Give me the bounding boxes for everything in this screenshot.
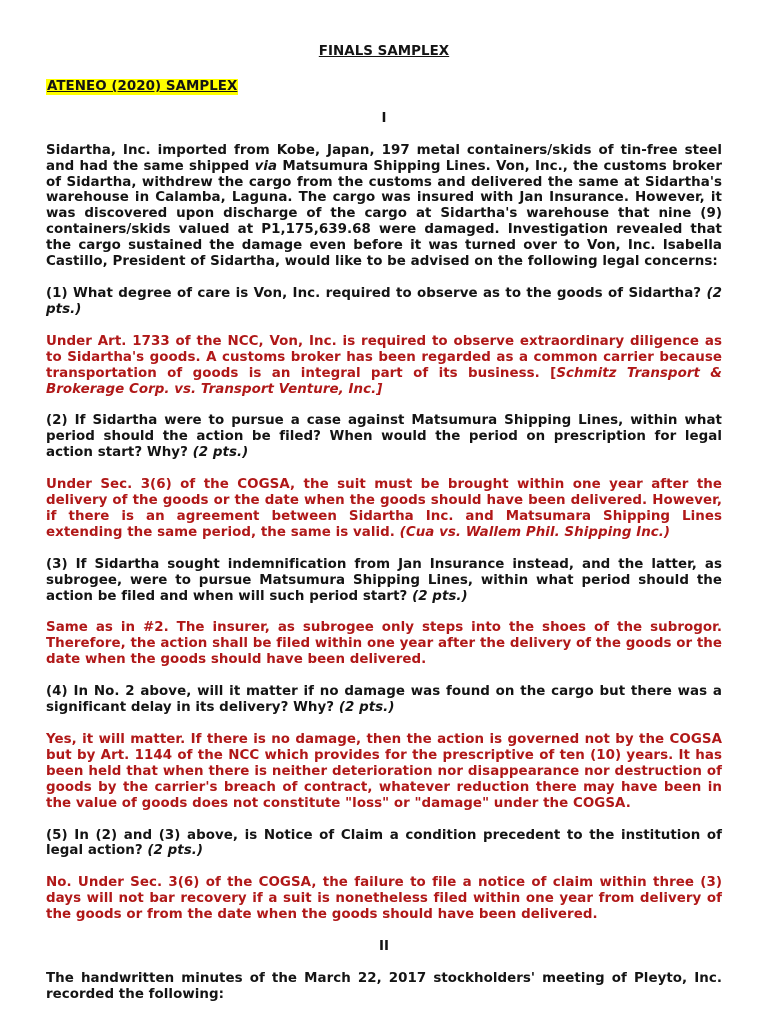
facts-text-2: Matsumura Shipping Lines. Von, Inc., the customs broker of Sidartha, withdrew the cargo from the customs and delivered the same at Sidartha's warehouse in Calamba, Laguna. The cargo was insured with Jan Insurance. However, it was discovered upon discharge of the cargo at Sidartha's warehouse that nine (9) containers/skids valued at P1,175,639.68 were damaged. Investigation revealed that the cargo sustained the damage even before it was turned over to Von, Inc. Isabella Castillo, President of Sidartha, would like to be advised on the following legal concerns: (46, 158, 722, 270)
question-4-text: (4) In No. 2 above, will it matter if no damage was found on the cargo but there was a significant delay in its delivery? Why? (46, 684, 722, 716)
part-heading-2: II (378, 939, 390, 955)
facts-paragraph (46, 143, 722, 270)
answer-5 (46, 875, 722, 923)
answer-2-citation: (Cua vs. Wallem Phil. Shipping Inc.) (399, 524, 671, 540)
facts-via: via (254, 158, 278, 174)
document-subtitle: ATENEO (2020) SAMPLEX (47, 78, 238, 94)
answer-4 (46, 732, 722, 812)
answer-2-text: Under Sec. 3(6) of the COGSA, the suit must be brought within one year after the delivery of the goods or the date when the goods should have been delivered. However, if there is an agreement between Sidartha Inc. and Matsumara Shipping Lines extending the same period, the same is valid. (46, 477, 722, 540)
question-2 (46, 413, 722, 461)
facts-text-1: Sidartha, Inc. imported from Kobe, Japan, 197 metal containers/skids of tin-free steel and had the same shipped (46, 142, 722, 174)
answer-3 (46, 620, 722, 668)
answer-1-text: Under Art. 1733 of the NCC, Von, Inc. is required to observe extraordinary diligence as to Sidartha's goods. A customs broker has been regarded as a common carrier because transportation of goods is an integral part of its business. [ (46, 333, 722, 381)
answer-1-citation: Schmitz Transport & Brokerage Corp. vs. Transport Venture, Inc.] (46, 365, 722, 397)
part2-intro: The handwritten minutes of the March 22, 2017 stockholders' meeting of Pleyto, Inc. recorded the following: (46, 970, 722, 1002)
question-1-text: (1) What degree of care is Von, Inc. required to observe as to the goods of Sidartha? (46, 285, 707, 301)
question-3-text: (3) If Sidartha sought indemnification from Jan Insurance instead, and the latter, as subrogee, were to pursue Matsumura Shipping Lines, within what period should the action be filed and when will such period start? (46, 556, 722, 604)
question-2-points: (2 pts.) (192, 445, 249, 461)
answer-3-text: Same as in #2. The insurer, as subrogee only steps into the shoes of the subrogor. Therefore, the action shall be filed within one year after the delivery of the goods or the date when the goods should have been delivered. (46, 620, 722, 668)
part-heading-1: I (381, 110, 387, 126)
document-title: FINALS SAMPLEX (318, 44, 450, 59)
question-1 (46, 286, 722, 318)
question-4 (46, 684, 722, 716)
question-5-text: (5) In (2) and (3) above, is Notice of Claim a condition precedent to the institution of legal action? (46, 827, 722, 859)
answer-5-text: No. Under Sec. 3(6) of the COGSA, the failure to file a notice of claim within three (3) days will not bar recovery if a suit is nonetheless filed within one year from delivery of the goods or from the date when the goods should have been delivered. (46, 875, 722, 923)
question-3 (46, 557, 722, 605)
question-1-points: (2 pts.) (46, 285, 722, 317)
answer-4-text: Yes, it will matter. If there is no damage, then the action is governed not by the COGSA but by Art. 1144 of the NCC which provides for the prescriptive of ten (10) years. It has been held that when there is neither deterioration nor disappearance nor destruction of goods by the carrier's breach of contract, whatever reduction there may have been in the value of goods does not constitute "loss" or "damage" under the COGSA. (46, 732, 722, 811)
question-4-points: (2 pts.) (338, 700, 395, 716)
subtitle-block (46, 79, 722, 95)
question-3-points: (2 pts.) (412, 588, 468, 604)
question-5-points: (2 pts.) (147, 843, 204, 859)
answer-2 (46, 477, 722, 541)
question-2-text: (2) If Sidartha were to pursue a case against Matsumura Shipping Lines, within what period should the action be filed? When would the period on prescription for legal action start? Why? (46, 413, 722, 461)
answer-1 (46, 334, 722, 398)
question-5 (46, 828, 722, 860)
